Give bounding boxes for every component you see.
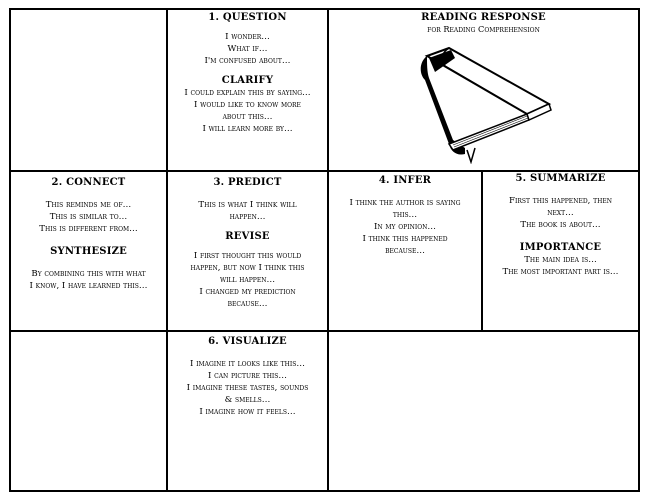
summarize-prompt: First this happened, then	[509, 196, 612, 206]
synthesize-prompt: I know, I have learned this…	[29, 281, 148, 291]
visualize-prompt: I imagine these tastes, sounds	[186, 383, 309, 393]
infer-prompt: this…	[392, 210, 418, 220]
synthesize-prompt: By combining this with what	[31, 269, 146, 279]
reading-response-grid	[9, 8, 640, 492]
importance-prompt: The most important part is…	[502, 267, 619, 277]
revise-heading: REVISE	[225, 231, 270, 242]
connect-cell	[11, 176, 166, 330]
revise-prompt: will happen…	[219, 275, 276, 285]
infer-prompt: because…	[385, 246, 425, 256]
importance-prompt: The main idea is…	[524, 255, 597, 265]
connect-prompt: This is different from…	[39, 224, 138, 234]
visualize-prompt: & smells…	[224, 395, 271, 405]
visualize-heading: 6. VISUALIZE	[208, 336, 287, 347]
question-prompt: I'm confused about…	[204, 56, 291, 66]
infer-prompt: I think the author is saying	[349, 198, 461, 208]
connect-heading: 2. CONNECT	[51, 177, 126, 188]
clarify-prompt: about this…	[222, 112, 273, 122]
summarize-heading: 5. SUMMARIZE	[515, 173, 606, 184]
predict-cell	[168, 176, 327, 330]
infer-heading: 4. INFER	[378, 175, 432, 186]
grid-border-right	[638, 8, 640, 492]
importance-heading: IMPORTANCE	[519, 242, 602, 253]
synthesize-heading: SYNTHESIZE	[50, 246, 127, 257]
visualize-prompt: I imagine it looks like this…	[189, 359, 305, 369]
summarize-cell	[483, 172, 638, 330]
grid-row-divider-2	[9, 330, 640, 332]
clarify-prompt: I could explain this by saying…	[184, 88, 311, 98]
visualize-prompt: I can picture this…	[207, 371, 288, 381]
page-subtitle: for Reading Comprehension	[427, 24, 540, 34]
infer-prompt: In my opinion…	[374, 222, 436, 232]
grid-border-bottom	[9, 490, 640, 492]
revise-prompt: I changed my prediction	[199, 287, 296, 297]
connect-prompt: This is similar to…	[49, 212, 128, 222]
revise-prompt: happen, but now I think this	[190, 263, 305, 273]
summarize-prompt: The book is about…	[520, 220, 601, 230]
summarize-prompt: next…	[547, 208, 574, 218]
visualize-prompt: I imagine how it feels…	[199, 407, 296, 417]
revise-prompt: because…	[227, 299, 268, 309]
question-cell	[168, 11, 327, 169]
page-title: READING RESPONSE	[421, 12, 546, 23]
book-icon	[409, 44, 569, 164]
question-prompt: I wonder…	[225, 32, 270, 42]
visualize-cell	[168, 335, 327, 490]
question-heading: 1. QUESTION	[208, 12, 287, 23]
predict-prompt: happen…	[229, 212, 266, 222]
revise-prompt: I first thought this would	[193, 251, 302, 261]
question-prompt: What if…	[227, 44, 268, 54]
infer-prompt: I think this happened	[362, 234, 448, 244]
clarify-prompt: I will learn more by…	[202, 124, 293, 134]
connect-prompt: This reminds me of…	[45, 200, 132, 210]
predict-prompt: This is what I think will	[198, 200, 297, 210]
clarify-prompt: I would like to know more	[194, 100, 301, 110]
infer-cell	[329, 174, 481, 330]
predict-heading: 3. PREDICT	[213, 177, 282, 188]
title-cell	[329, 10, 638, 170]
clarify-heading: CLARIFY	[221, 75, 274, 86]
